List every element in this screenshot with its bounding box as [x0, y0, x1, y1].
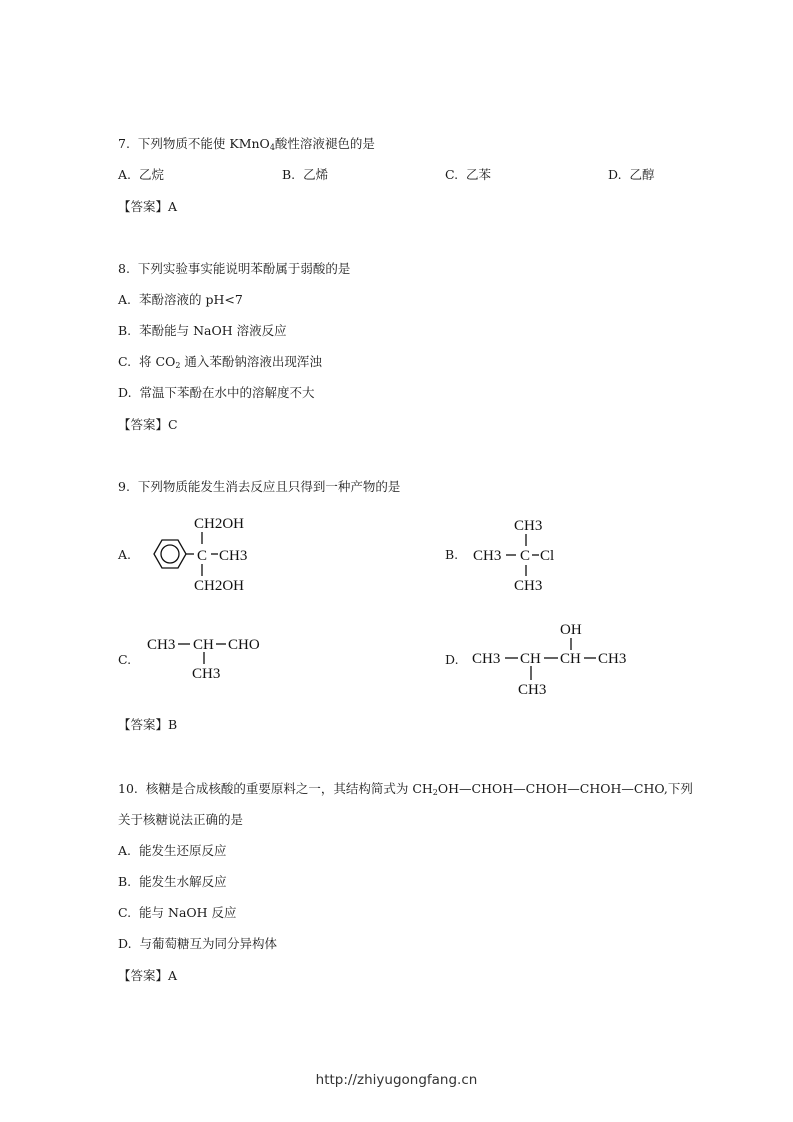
q10-option-d-letter: D.: [118, 936, 132, 951]
q8-option-b-text: 苯酚能与 NaOH 溶液反应: [139, 323, 287, 338]
q10-answer: [118, 968, 177, 984]
q8-option-b: [118, 323, 287, 339]
q9-option-d-letter: D.: [445, 652, 459, 667]
q9-d-g1: CH3: [472, 651, 501, 667]
q10-option-b-letter: B.: [118, 874, 132, 889]
q10-stem-line1: [118, 781, 693, 801]
q9-stem-text: 下列物质能发生消去反应且只得到一种产物的是: [137, 479, 401, 494]
q8-answer-label: 【答案】: [118, 417, 169, 432]
benzene-inner-circle: [161, 545, 179, 563]
q9-a-top-text: CH2OH: [194, 516, 245, 532]
q7-number: 7.: [118, 136, 130, 151]
q9-c-g2: CH: [193, 637, 214, 653]
q8-option-a-text: 苯酚溶液的 pH<7: [138, 292, 243, 307]
q8-option-b-letter: B.: [118, 323, 132, 338]
q8-option-c: [118, 354, 322, 374]
q9-option-a-letter: A.: [118, 547, 132, 562]
q9-c-bottom: CH3: [192, 666, 221, 682]
q7-option-b-letter: B.: [282, 167, 296, 182]
q9-a-top: [194, 516, 244, 532]
q9-d-g4: CH3: [598, 651, 627, 667]
q8-option-a: [118, 292, 243, 308]
q10-option-c: [118, 905, 237, 921]
q10-option-b: [118, 874, 227, 890]
q10-stem-post: OH—CHOH—CHOH—CHOH—CHO,下列: [437, 781, 693, 796]
q9-d-g2: CH: [520, 651, 541, 667]
q8-option-d-text: 常温下苯酚在水中的溶解度不大: [139, 385, 315, 400]
q10-option-c-text: 能与 NaOH 反应: [139, 905, 237, 920]
q7-stem-sub: 4: [269, 143, 275, 152]
q7-option-a-letter: A.: [118, 167, 132, 182]
q7-option-c-letter: C.: [445, 167, 459, 182]
q10-number: 10.: [118, 781, 138, 796]
q10-option-d-text: 与葡萄糖互为同分异构体: [139, 936, 278, 951]
q8-answer: [118, 417, 178, 433]
q9-b-center: C: [520, 548, 531, 564]
q9-a-right: CH3: [219, 548, 248, 564]
q7-option-a: [118, 167, 164, 183]
q9-stem: [118, 479, 400, 495]
footer-url[interactable]: http://zhiyugongfang.cn: [315, 1072, 478, 1088]
q9-a-center: C: [197, 548, 208, 564]
q7-answer: [118, 199, 177, 215]
q9-d-bottom: CH3: [518, 682, 547, 698]
q9-option-c-structure: [145, 630, 275, 685]
q10-option-b-text: 能发生水解反应: [139, 874, 227, 889]
q9-c-g3: CHO: [228, 637, 260, 653]
q7-option-d: [608, 167, 655, 183]
q8-option-d-letter: D.: [118, 385, 132, 400]
q10-stem-sub: 2: [432, 788, 438, 797]
q7-answer-label: 【答案】: [118, 199, 169, 214]
q7-stem: [118, 136, 375, 156]
q7-option-d-letter: D.: [608, 167, 622, 182]
q9-answer-value: B: [168, 717, 178, 732]
q9-d-top: OH: [560, 622, 582, 638]
q10-stem-line2: 关于核糖说法正确的是: [118, 812, 244, 827]
q7-option-b-text: 乙烯: [303, 167, 329, 182]
q8-option-c-post: 通入苯酚钠溶液出现浑浊: [180, 354, 322, 369]
q9-answer-label: 【答案】: [118, 717, 169, 732]
q7-option-b: [282, 167, 328, 183]
q9-c-g1: CH3: [147, 637, 176, 653]
q8-option-d: [118, 385, 315, 401]
q8-number: 8.: [118, 261, 130, 276]
q9-a-bottom: CH2OH: [194, 578, 245, 594]
q10-stem-pre: 核糖是合成核酸的重要原料之一，其结构简式为 CH: [145, 781, 433, 796]
q8-option-c-sub: 2: [175, 361, 181, 370]
q8-option-a-letter: A.: [118, 292, 132, 307]
q9-d-g3: CH: [560, 651, 581, 667]
q8-stem: [118, 261, 350, 277]
q9-b-top: CH3: [514, 518, 543, 534]
q7-option-c-text: 乙苯: [466, 167, 492, 182]
q9-option-a-structure: [140, 508, 270, 598]
q7-stem-pre: 下列物质不能使 KMnO: [137, 136, 270, 151]
q10-option-a-letter: A.: [118, 843, 132, 858]
q10-answer-value: A: [168, 968, 178, 983]
q8-option-c-pre: 将 CO: [139, 354, 176, 369]
benzene-ring: [154, 540, 186, 568]
q9-option-b-letter: B.: [445, 547, 459, 562]
q7-answer-value: A: [168, 199, 178, 214]
q9-b-left: CH3: [473, 548, 502, 564]
q9-b-right: Cl: [540, 548, 555, 564]
q8-answer-value: C: [168, 417, 178, 432]
q7-option-c: [445, 167, 491, 183]
q8-option-c-letter: C.: [118, 354, 132, 369]
q7-option-d-text: 乙醇: [629, 167, 655, 182]
q7-option-a-text: 乙烷: [138, 167, 164, 182]
q9-b-bottom: CH3: [514, 578, 543, 594]
q9-number: 9.: [118, 479, 130, 494]
q10-option-a: [118, 843, 226, 859]
q10-answer-label: 【答案】: [118, 968, 169, 983]
q10-option-a-text: 能发生还原反应: [138, 843, 227, 858]
q8-stem-text: 下列实验事实能说明苯酚属于弱酸的是: [137, 261, 351, 276]
q9-option-d-structure: [470, 616, 640, 700]
q7-stem-post: 酸性溶液褪色的是: [274, 136, 375, 151]
q10-option-d: [118, 936, 277, 952]
q10-option-c-letter: C.: [118, 905, 132, 920]
q9-option-b-structure: [470, 510, 590, 596]
q9-option-c-letter: C.: [118, 652, 132, 667]
q9-answer: [118, 717, 177, 733]
